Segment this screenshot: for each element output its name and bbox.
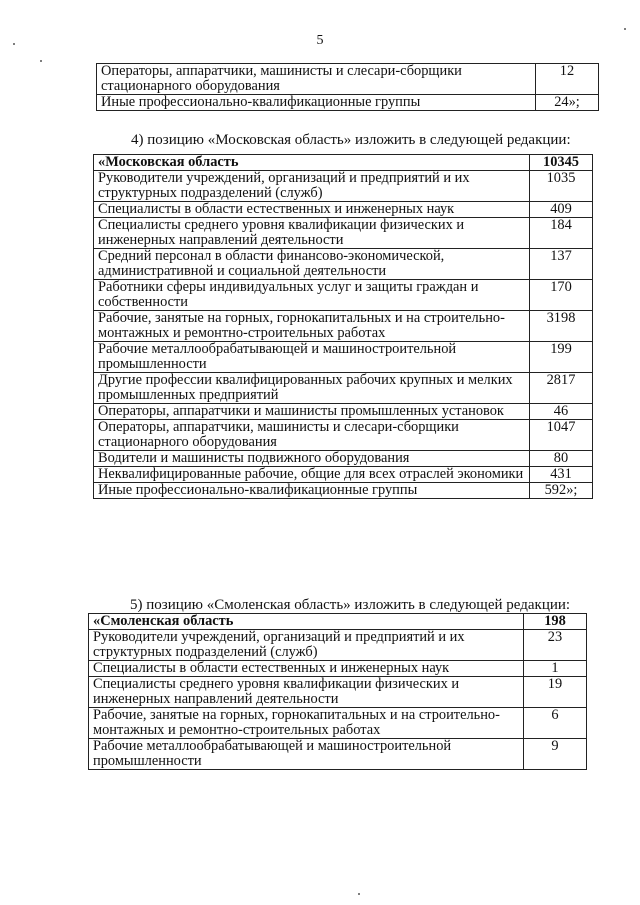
scan-speck — [13, 43, 15, 45]
region-name: «Московская область — [94, 155, 530, 171]
row-label: Другие профессии квалифицированных рабочих крупных и мелких промышленных предприятий — [94, 373, 530, 404]
row-label: Водители и машинисты подвижного оборудования — [94, 451, 530, 467]
row-value: 409 — [530, 202, 593, 218]
row-label: Специалисты в области естественных и инженерных наук — [89, 661, 524, 677]
row-label: Иные профессионально-квалификационные группы — [97, 95, 536, 111]
table-moscow — [93, 154, 593, 499]
row-label: Руководители учреждений, организаций и предприятий и их структурных подразделений (служб) — [89, 630, 524, 661]
table-header-row — [94, 155, 593, 171]
table-row — [94, 311, 593, 342]
region-name: «Смоленская область — [89, 614, 524, 630]
region-total: 198 — [524, 614, 587, 630]
row-label: Рабочие, занятые на горных, горнокапитальных и на строительно-монтажных и ремонтно-строительных работах — [94, 311, 530, 342]
table-row — [94, 373, 593, 404]
row-value: 23 — [524, 630, 587, 661]
table-row — [89, 630, 587, 661]
row-label: Операторы, аппаратчики и машинисты промышленных установок — [94, 404, 530, 420]
row-value: 80 — [530, 451, 593, 467]
row-label: Рабочие металлообрабатывающей и машиностроительной промышленности — [89, 739, 524, 770]
row-value: 12 — [536, 64, 599, 95]
table-row — [94, 420, 593, 451]
table-smolensk — [88, 613, 587, 770]
row-value: 9 — [524, 739, 587, 770]
row-label: Операторы, аппаратчики, машинисты и слесари-сборщики стационарного оборудования — [97, 64, 536, 95]
table-row — [94, 280, 593, 311]
row-label: Специалисты в области естественных и инженерных наук — [94, 202, 530, 218]
row-value: 592»; — [530, 483, 593, 499]
table-row — [89, 739, 587, 770]
scan-speck — [624, 28, 626, 30]
row-label: Рабочие, занятые на горных, горнокапитальных и на строительно-монтажных и ремонтно-строительных работах — [89, 708, 524, 739]
table-row — [89, 661, 587, 677]
table-row — [94, 218, 593, 249]
paragraph-moscow: 4) позицию «Московская область» изложить в следующей редакции: — [131, 132, 571, 148]
table-row — [94, 249, 593, 280]
row-label: Неквалифицированные рабочие, общие для всех отраслей экономики — [94, 467, 530, 483]
row-value: 46 — [530, 404, 593, 420]
table-row — [94, 342, 593, 373]
row-label: Руководители учреждений, организаций и предприятий и их структурных подразделений (служб) — [94, 171, 530, 202]
row-label: Специалисты среднего уровня квалификации физических и инженерных направлений деятельности — [94, 218, 530, 249]
row-value: 184 — [530, 218, 593, 249]
table-row — [94, 467, 593, 483]
row-label: Средний персонал в области финансово-экономической, административной и социальной деятельности — [94, 249, 530, 280]
table-row — [94, 451, 593, 467]
row-value: 1047 — [530, 420, 593, 451]
scan-speck — [40, 60, 42, 62]
table-row — [89, 677, 587, 708]
row-label: Работники сферы индивидуальных услуг и защиты граждан и собственности — [94, 280, 530, 311]
row-label: Операторы, аппаратчики, машинисты и слесари-сборщики стационарного оборудования — [94, 420, 530, 451]
table-row — [89, 708, 587, 739]
scan-speck — [358, 893, 360, 895]
row-value: 1035 — [530, 171, 593, 202]
table-header-row — [89, 614, 587, 630]
row-value: 170 — [530, 280, 593, 311]
row-label: Рабочие металлообрабатывающей и машиностроительной промышленности — [94, 342, 530, 373]
row-value: 137 — [530, 249, 593, 280]
row-value: 431 — [530, 467, 593, 483]
row-value: 6 — [524, 708, 587, 739]
table-row — [94, 404, 593, 420]
page-number: 5 — [316, 33, 324, 48]
table-row — [97, 95, 599, 111]
table-continued — [96, 63, 599, 111]
row-value: 3198 — [530, 311, 593, 342]
row-label: Иные профессионально-квалификационные группы — [94, 483, 530, 499]
paragraph-smolensk: 5) позицию «Смоленская область» изложить в следующей редакции: — [130, 597, 571, 613]
table-row — [94, 171, 593, 202]
row-value: 199 — [530, 342, 593, 373]
row-value: 24»; — [536, 95, 599, 111]
table-row — [94, 483, 593, 499]
region-total: 10345 — [530, 155, 593, 171]
table-row — [94, 202, 593, 218]
row-value: 2817 — [530, 373, 593, 404]
table-row — [97, 64, 599, 95]
row-value: 1 — [524, 661, 587, 677]
row-value: 19 — [524, 677, 587, 708]
row-label: Специалисты среднего уровня квалификации физических и инженерных направлений деятельности — [89, 677, 524, 708]
